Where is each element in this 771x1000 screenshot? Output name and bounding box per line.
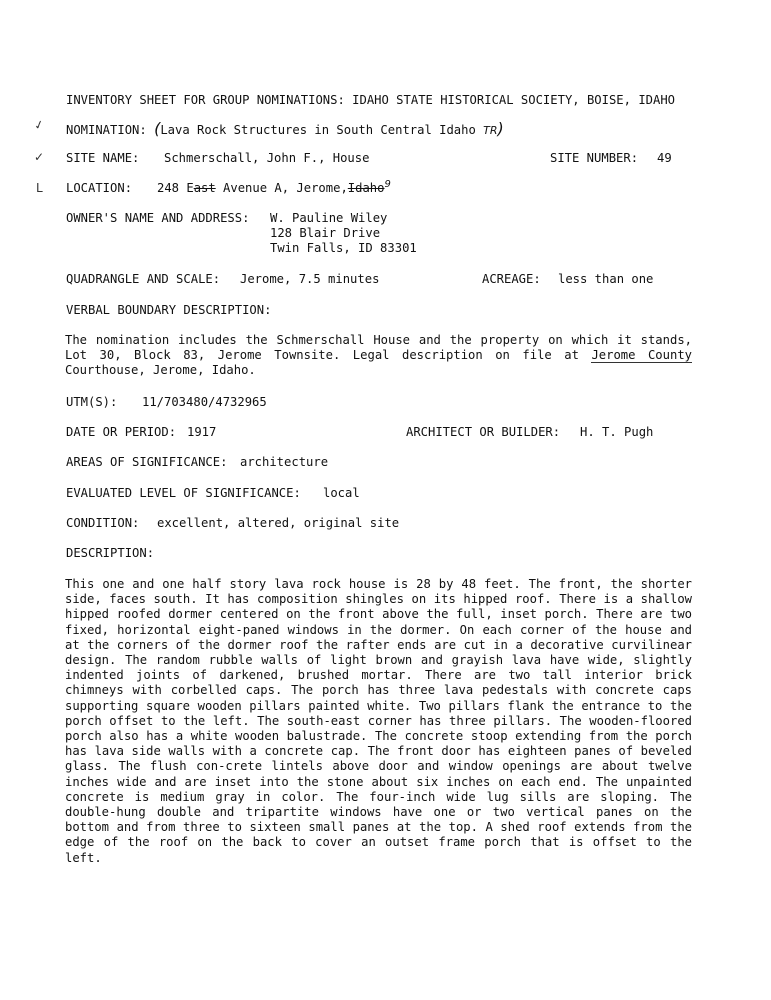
acreage-value: less than one	[558, 272, 654, 286]
boundary-label: VERBAL BOUNDARY DESCRIPTION:	[66, 303, 272, 317]
areas-value: architecture	[240, 455, 329, 469]
condition-label: CONDITION:	[66, 516, 140, 530]
nomination-label: NOMINATION:	[66, 123, 147, 137]
nomination-annotation: TR	[483, 124, 498, 137]
description-label: DESCRIPTION:	[66, 546, 155, 560]
location-value: 248 East Avenue A, Jerome,Idaho$^9$	[157, 179, 391, 195]
boundary-text: The nomination includes the Schmerschall House and the property on which it stands, Lot 30, Block 83, Jerome Townsite. Legal description on file at Jerome County Courthouse, Jerome, Idaho.	[65, 333, 692, 378]
margin-check-mark: ✓	[34, 150, 45, 164]
owner-line: Twin Falls, ID 83301	[270, 241, 417, 255]
boundary-underlined-text: Jerome County	[591, 348, 692, 363]
nomination-value: Lava Rock Structures in South Central Idaho	[160, 123, 476, 137]
utm-label: UTM(S):	[66, 395, 118, 409]
areas-label: AREAS OF SIGNIFICANCE:	[66, 455, 228, 469]
location-label: LOCATION:	[66, 181, 133, 195]
architect-value: H. T. Pugh	[580, 425, 654, 439]
date-label: DATE OR PERIOD:	[66, 425, 177, 439]
margin-check-mark: ✓	[32, 116, 46, 134]
description-text: This one and one half story lava rock house is 28 by 48 feet. The front, the shorter side, faces south. It has composition shingles on its hipped roof. There is a shallow hipped roofed dormer centered on the front above the full, inset porch. There are two fixed, horizontal eight-paned windows in the dormer. On each corner of the house and at the corners of the dormer roof the rafter ends are cut in a decorative curvilinear design. The random rubble walls of light brown and grayish lava have wide, slightly indented joints of darkened, brushed mortar. There are two tall interior brick chimneys with corbelled caps. The porch has three lava pedestals with concrete caps supporting square wooden pillars painted white. Two pillars flank the entrance to the porch offset to the left. The south-east corner has three pillars. The wooden-floored porch also has a white wooden balustrade. The concrete stoop extending from the porch has lava side walls with a concrete cap. The front door has eighteen panes of beveled glass. The flush con-crete lintels above door and window openings are about twelve inches wide and are inset into the stone about six inches on each end. The unpainted concrete is medium gray in color. The four-inch wide lug sills are sloping. The double-hung double and tripartite windows have one or two vertical panes on the bottom and from three to sixteen small panes at the top. A shed roof extends from the edge of the roof on the back to cover an outset frame porch that is offset to the left.	[65, 577, 692, 865]
owner-label: OWNER'S NAME AND ADDRESS:	[66, 211, 250, 225]
level-label: EVALUATED LEVEL OF SIGNIFICANCE:	[66, 486, 301, 500]
location-crossed-city: Idaho	[347, 181, 385, 195]
sheet-header: INVENTORY SHEET FOR GROUP NOMINATIONS: IDAHO STATE HISTORICAL SOCIETY, BOISE, IDAHO	[66, 93, 676, 107]
utm-value: 11/703480/4732965	[142, 395, 267, 409]
site-name-label: SITE NAME:	[66, 151, 140, 165]
site-name-value: Schmerschall, John F., House	[164, 151, 370, 165]
owner-line: W. Pauline Wiley	[270, 211, 388, 225]
condition-value: excellent, altered, original site	[157, 516, 400, 530]
nomination-row: NOMINATION: (Lava Rock Structures in South Central Idaho TR)	[66, 119, 504, 138]
site-number-label: SITE NUMBER:	[550, 151, 639, 165]
architect-label: ARCHITECT OR BUILDER:	[406, 425, 561, 439]
margin-initial-mark: L	[36, 181, 43, 195]
date-value: 1917	[187, 425, 217, 439]
location-correction: 9	[384, 179, 391, 190]
level-value: local	[323, 486, 360, 500]
quadrangle-label: QUADRANGLE AND SCALE:	[66, 272, 221, 286]
site-number-value: 49	[657, 151, 672, 165]
owner-line: 128 Blair Drive	[270, 226, 381, 240]
location-crossed-text: ast	[193, 181, 216, 195]
quadrangle-value: Jerome, 7.5 minutes	[240, 272, 380, 286]
acreage-label: ACREAGE:	[482, 272, 541, 286]
